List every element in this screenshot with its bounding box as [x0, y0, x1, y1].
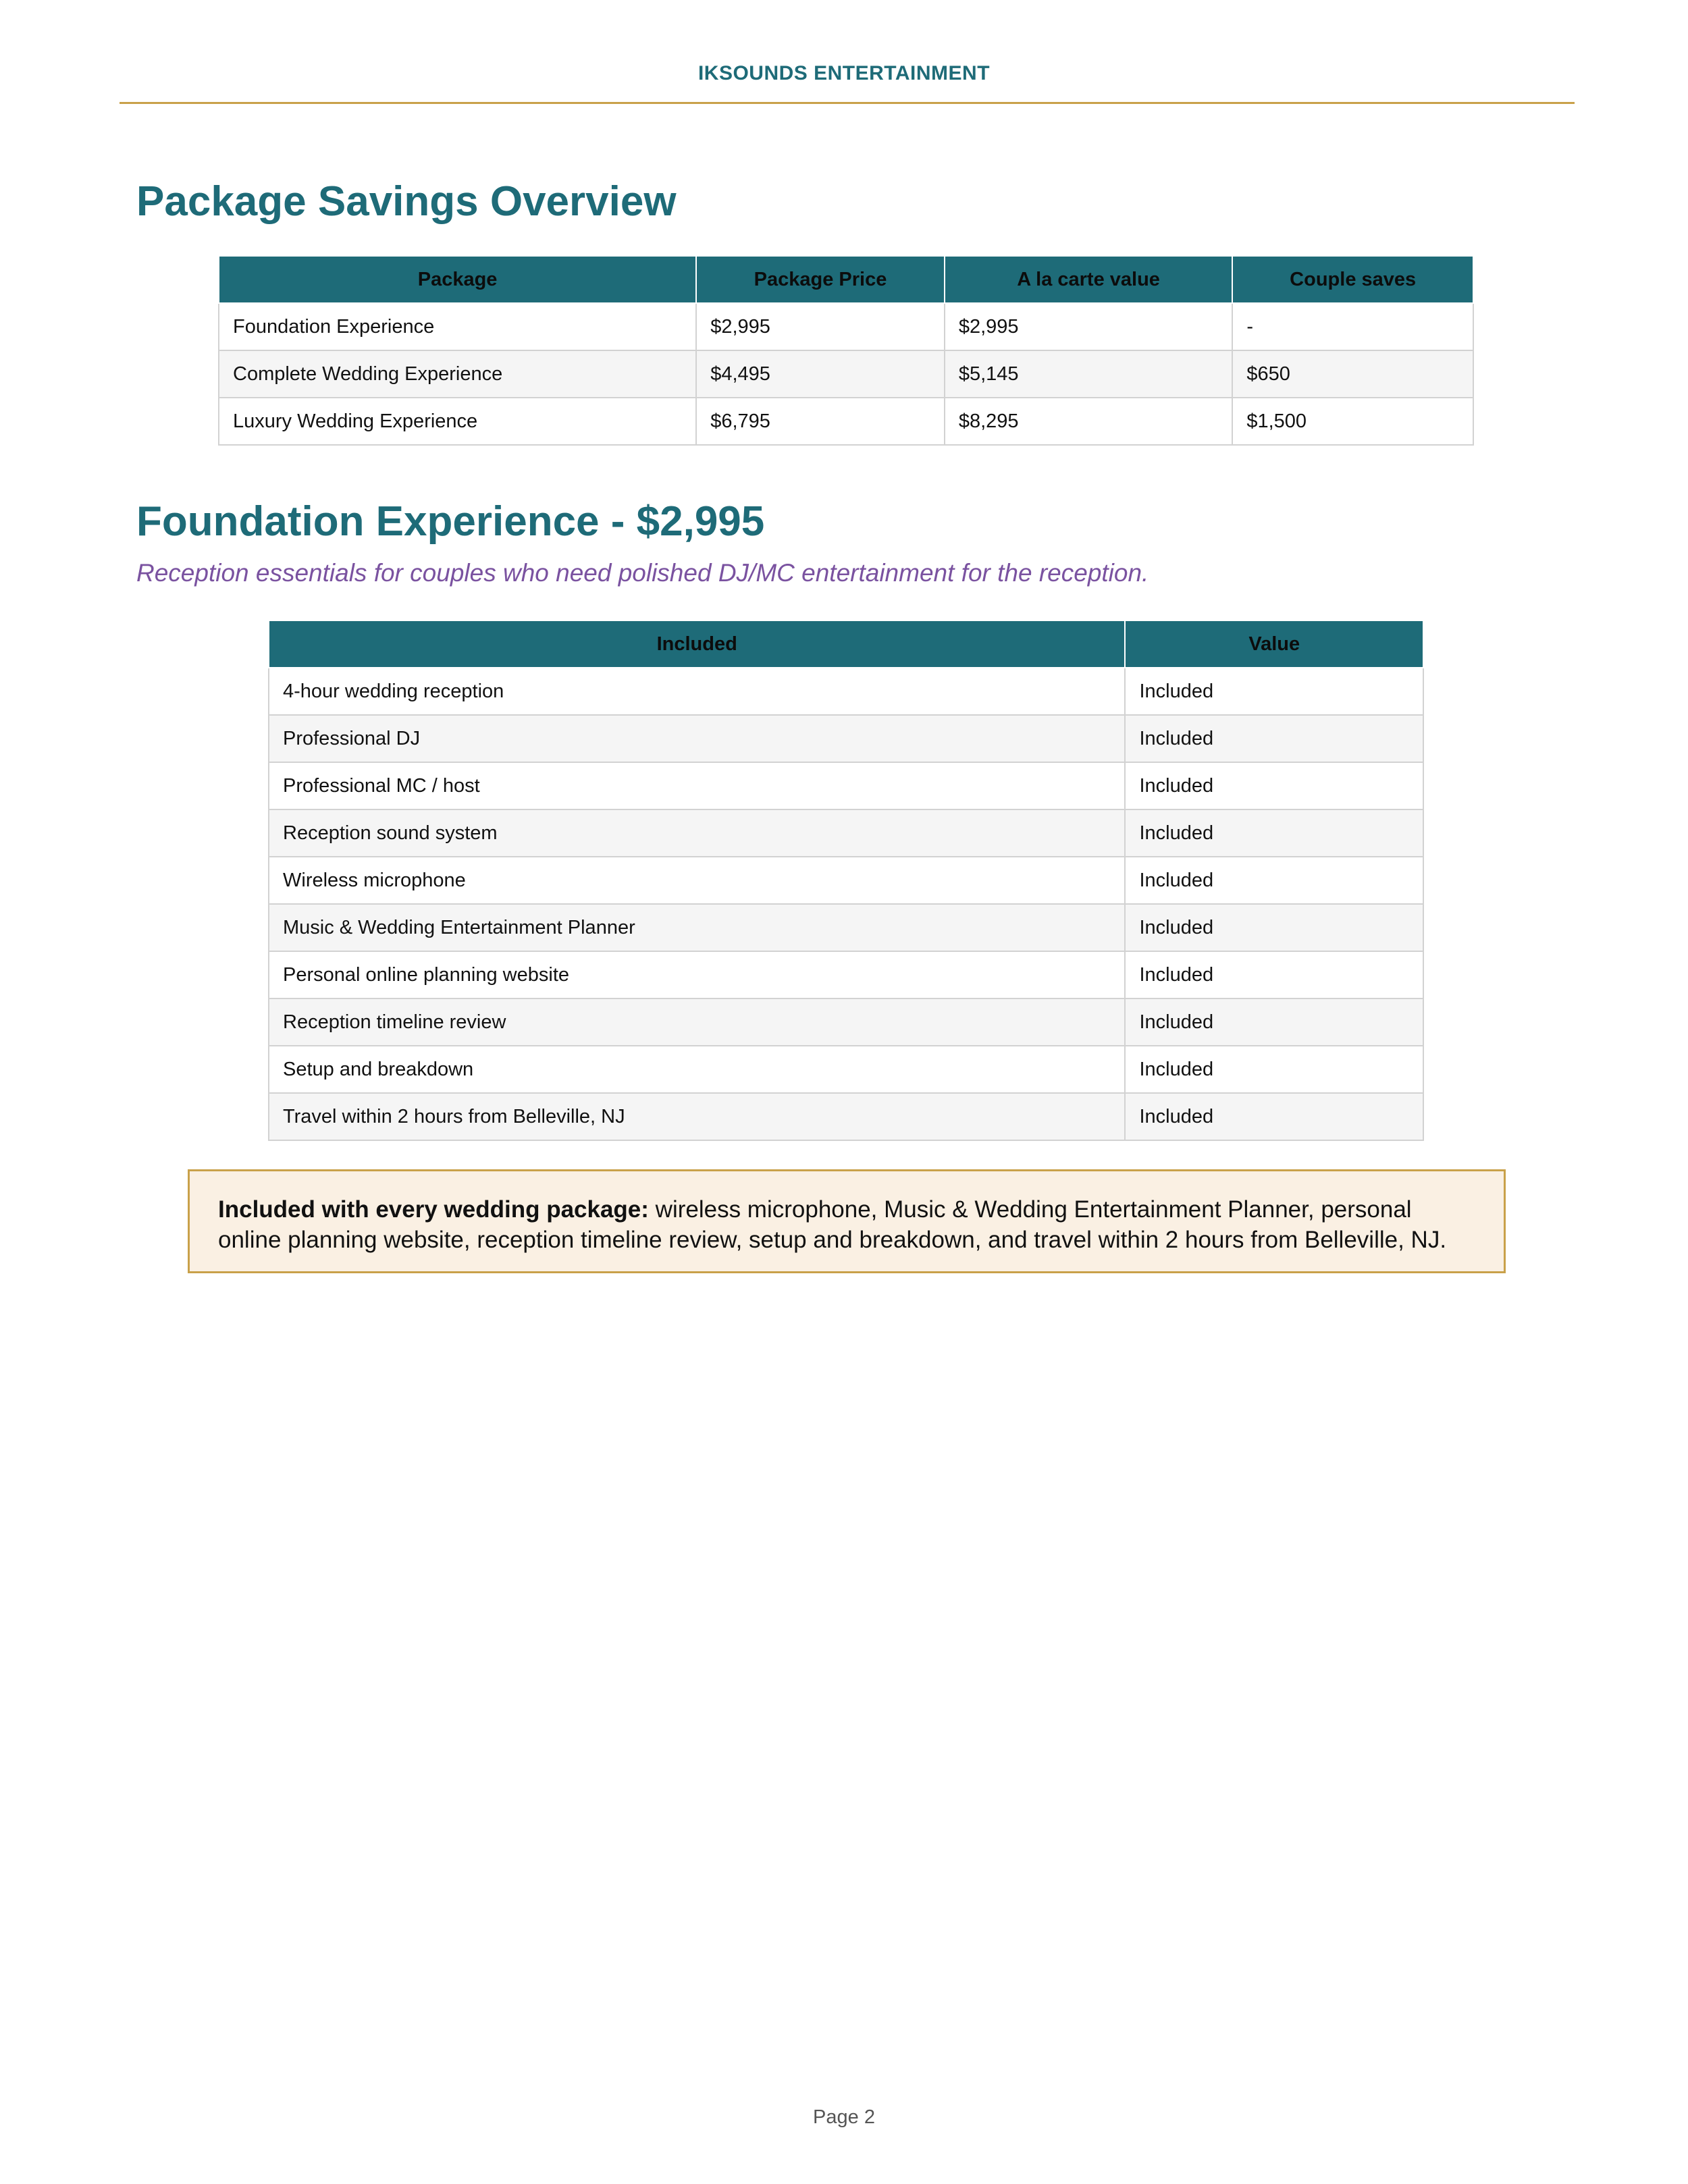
- couple-saves-cell: $1,500: [1232, 398, 1473, 445]
- value-cell: Included: [1125, 809, 1423, 857]
- savings-table: [218, 255, 1474, 446]
- included-table: [268, 620, 1424, 1141]
- feature-cell: Music & Wedding Entertainment Planner: [269, 904, 1125, 951]
- value-cell: Included: [1125, 1046, 1423, 1093]
- value-cell: Included: [1125, 1093, 1423, 1140]
- savings-title: Package Savings Overview: [136, 178, 677, 225]
- a-la-carte-value-cell: $8,295: [945, 398, 1233, 445]
- package-name-cell: Luxury Wedding Experience: [219, 398, 696, 445]
- a-la-carte-value-cell: $2,995: [945, 303, 1233, 350]
- column-header-included: Included: [269, 620, 1125, 668]
- table-row: [269, 998, 1423, 1046]
- feature-cell: Personal online planning website: [269, 951, 1125, 998]
- header-divider: [120, 102, 1575, 104]
- value-cell: Included: [1125, 904, 1423, 951]
- feature-cell: Travel within 2 hours from Belleville, NJ: [269, 1093, 1125, 1140]
- feature-cell: Setup and breakdown: [269, 1046, 1125, 1093]
- value-cell: Included: [1125, 857, 1423, 904]
- feature-cell: Professional MC / host: [269, 762, 1125, 809]
- couple-saves-cell: -: [1232, 303, 1473, 350]
- table-row: [219, 350, 1473, 398]
- package-price-cell: $6,795: [696, 398, 945, 445]
- column-header-couple-saves: Couple saves: [1232, 256, 1473, 303]
- value-cell: Included: [1125, 668, 1423, 715]
- foundation-subtitle: Reception essentials for couples who need polished DJ/MC entertainment for the reception.: [136, 559, 1149, 587]
- page-number: Page 2: [813, 2106, 875, 2128]
- package-name-cell: Complete Wedding Experience: [219, 350, 696, 398]
- table-row: [269, 951, 1423, 998]
- feature-cell: 4-hour wedding reception: [269, 668, 1125, 715]
- value-cell: Included: [1125, 998, 1423, 1046]
- feature-cell: Wireless microphone: [269, 857, 1125, 904]
- table-row: [269, 1046, 1423, 1093]
- table-row: [269, 762, 1423, 809]
- value-cell: Included: [1125, 762, 1423, 809]
- couple-saves-cell: $650: [1232, 350, 1473, 398]
- table-row: [269, 1093, 1423, 1140]
- package-price-cell: $4,495: [696, 350, 945, 398]
- package-price-cell: $2,995: [696, 303, 945, 350]
- table-row: [219, 303, 1473, 350]
- table-row: [269, 857, 1423, 904]
- included-note-text: wireless microphone, Music & Wedding Entertainment Planner, personal online planning website, reception timeline review, setup and breakdown, and travel within 2 hours from Belleville, NJ.: [218, 1196, 1447, 1253]
- table-row: [269, 904, 1423, 951]
- table-row: [269, 715, 1423, 762]
- table-row: [269, 809, 1423, 857]
- feature-cell: Reception timeline review: [269, 998, 1125, 1046]
- column-header-value: Value: [1125, 620, 1423, 668]
- foundation-title: Foundation Experience - $2,995: [136, 498, 765, 545]
- included-header-row: [269, 620, 1423, 668]
- feature-cell: Professional DJ: [269, 715, 1125, 762]
- value-cell: Included: [1125, 951, 1423, 998]
- column-header-package: Package: [219, 256, 696, 303]
- included-note-label: Included with every wedding package:: [218, 1196, 649, 1223]
- savings-header-row: [219, 256, 1473, 303]
- table-row: [269, 668, 1423, 715]
- included-note-box: [188, 1169, 1506, 1273]
- column-header-a-la-carte-value: A la carte value: [945, 256, 1233, 303]
- column-header-package-price: Package Price: [696, 256, 945, 303]
- a-la-carte-value-cell: $5,145: [945, 350, 1233, 398]
- header-brand: IKSOUNDS ENTERTAINMENT: [697, 62, 991, 84]
- package-name-cell: Foundation Experience: [219, 303, 696, 350]
- feature-cell: Reception sound system: [269, 809, 1125, 857]
- value-cell: Included: [1125, 715, 1423, 762]
- table-row: [219, 398, 1473, 445]
